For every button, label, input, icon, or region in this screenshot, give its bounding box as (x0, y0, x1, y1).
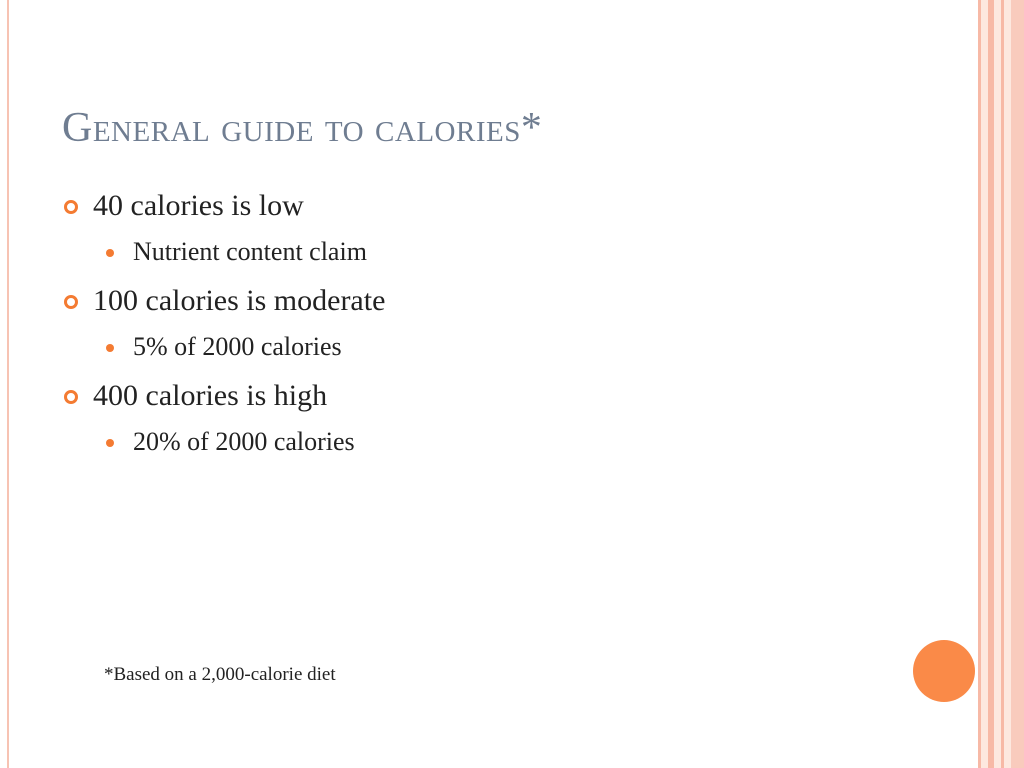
dot-bullet-icon (106, 249, 114, 257)
sub-bullet-item (64, 236, 385, 268)
bullet-item (64, 188, 385, 224)
sub-bullet-item (64, 426, 385, 458)
stripe (1011, 0, 1024, 768)
footnote: *Based on a 2,000-calorie diet (104, 664, 336, 685)
sub-bullet-item (64, 331, 385, 363)
slide-title: General guide to calories* (62, 105, 543, 151)
bullet-text: 40 calories is low (93, 189, 304, 222)
stripe (988, 0, 994, 768)
dot-bullet-icon (106, 344, 114, 352)
sub-bullet-text: Nutrient content claim (133, 237, 367, 266)
bullet-list (64, 188, 385, 458)
sub-bullet-text: 5% of 2000 calories (133, 332, 342, 361)
orange-circle-decoration (913, 640, 975, 702)
stripe (1001, 0, 1004, 768)
bullet-item (64, 378, 385, 414)
bullet-group (64, 378, 385, 458)
ring-bullet-icon (64, 200, 78, 214)
sub-bullet-text: 20% of 2000 calories (133, 427, 355, 456)
bullet-text: 100 calories is moderate (93, 284, 386, 317)
bullet-group (64, 283, 385, 363)
dot-bullet-icon (106, 439, 114, 447)
stripe (978, 0, 981, 768)
left-border-rule (7, 0, 9, 768)
ring-bullet-icon (64, 295, 78, 309)
bullet-item (64, 283, 385, 319)
bullet-text: 400 calories is high (93, 379, 328, 412)
ring-bullet-icon (64, 390, 78, 404)
bullet-group (64, 188, 385, 268)
